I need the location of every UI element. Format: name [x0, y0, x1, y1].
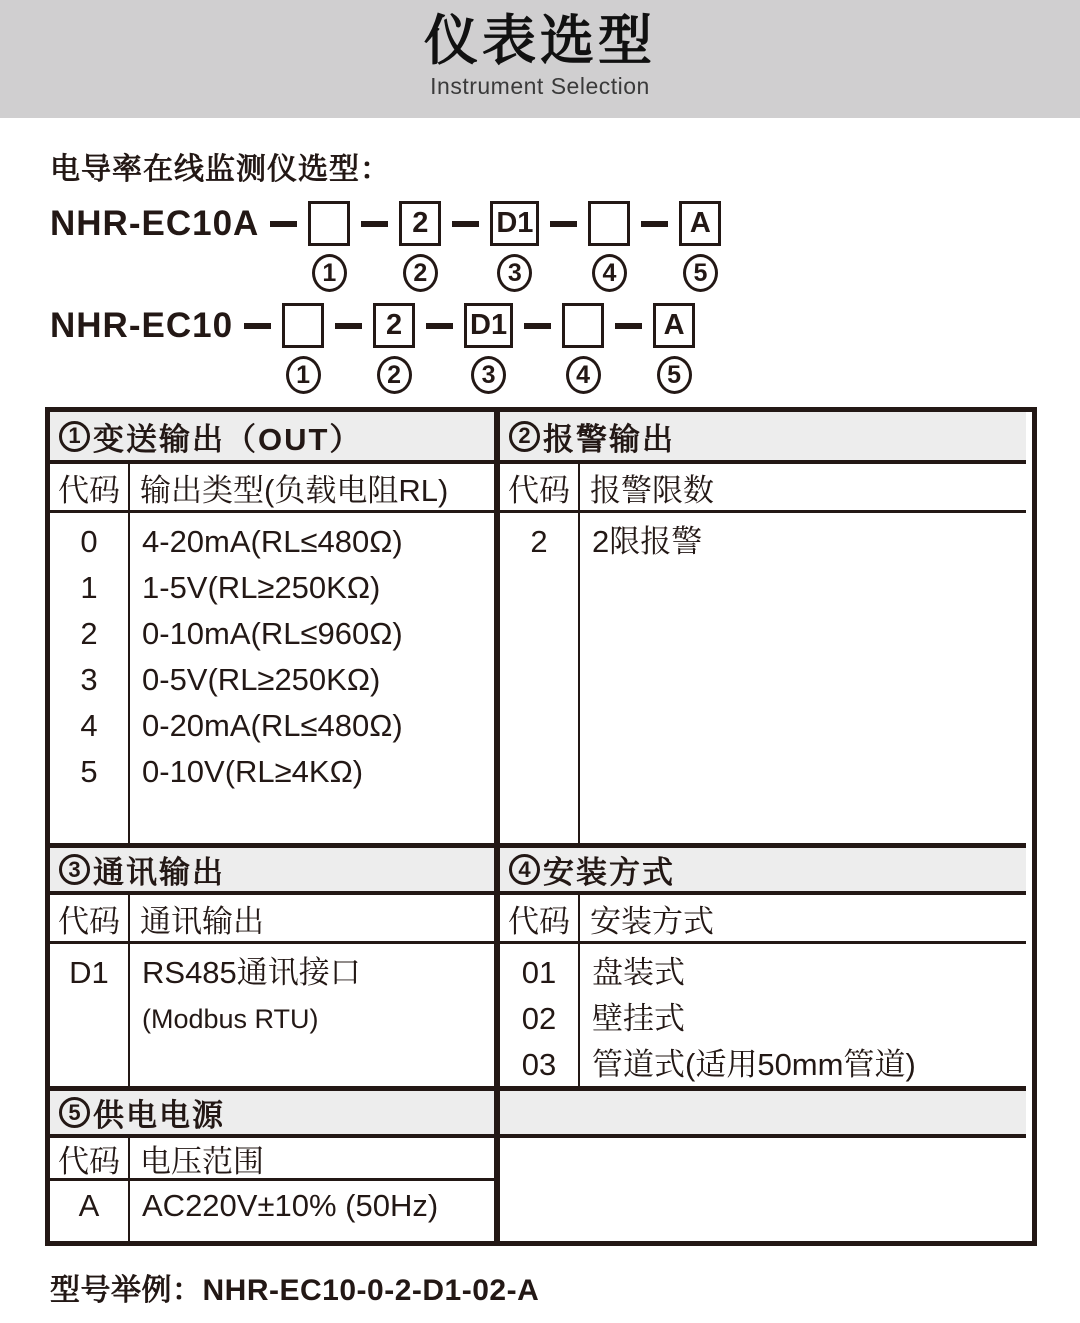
code-cell: 1 — [80, 570, 98, 605]
model-slot-1 — [282, 303, 324, 394]
column-header-desc: 报警限数 — [590, 472, 714, 508]
code-cell: 5 — [80, 754, 98, 789]
section-header-3 — [50, 843, 494, 895]
position-marker-icon: 5 — [657, 356, 692, 394]
table-right-half — [500, 412, 1026, 1241]
desc-cell: 0-10mA(RL≤960Ω) — [142, 616, 403, 651]
code-box — [562, 303, 604, 348]
column-header-desc: 通讯输出 — [140, 903, 264, 939]
model-row-ec10a — [50, 201, 1080, 293]
desc-column — [580, 944, 1026, 1086]
column-header-row — [50, 464, 494, 513]
position-marker-icon: 3 — [471, 356, 506, 394]
dash-separator — [270, 221, 297, 227]
column-header-code: 代码 — [500, 895, 580, 941]
desc-cell: 盘装式 — [592, 955, 685, 990]
model-slot-3 — [464, 303, 513, 394]
desc-cell: 0-5V(RL≥250KΩ) — [142, 662, 381, 697]
desc-column — [130, 944, 494, 1086]
model-slot-2 — [373, 303, 415, 394]
section-1-data — [50, 513, 494, 843]
section-number-icon: 1 — [59, 421, 90, 452]
section-number-icon: 5 — [59, 1097, 90, 1128]
position-marker-icon: 4 — [566, 356, 601, 394]
section-number-icon: 4 — [509, 854, 540, 885]
model-slot-1 — [308, 201, 350, 292]
model-name: NHR-EC10 — [50, 306, 234, 345]
code-cell: 0 — [80, 524, 98, 559]
dash-separator — [524, 323, 551, 329]
selection-table — [45, 407, 1037, 1246]
code-cell: D1 — [69, 955, 109, 990]
code-box — [588, 201, 630, 246]
code-cell: 02 — [521, 1001, 557, 1036]
column-header-desc: 输出类型(负载电阻RL) — [140, 472, 449, 508]
code-box: A — [679, 201, 721, 246]
section-header-1 — [50, 412, 494, 464]
model-diagrams — [50, 201, 1080, 395]
position-marker-icon: 2 — [377, 356, 412, 394]
model-slot-5 — [653, 303, 695, 394]
dash-separator — [452, 221, 479, 227]
column-header-code: 代码 — [50, 1138, 130, 1178]
code-column — [500, 513, 580, 843]
position-marker-icon: 1 — [286, 356, 321, 394]
title-banner — [0, 0, 1080, 118]
code-cell: 4 — [80, 708, 98, 743]
section-title: 通讯输出 — [93, 855, 225, 890]
section-4-data — [500, 944, 1026, 1086]
empty-cell — [500, 1138, 1026, 1241]
section-header-4 — [500, 843, 1026, 895]
code-cell: A — [50, 1181, 130, 1241]
section-title: 报警输出 — [543, 421, 675, 457]
desc-column — [130, 513, 494, 843]
desc-cell: 1-5V(RL≥250KΩ) — [142, 570, 381, 605]
position-marker-icon: 5 — [683, 254, 718, 292]
desc-cell: 壁挂式 — [592, 1001, 685, 1036]
column-header-row — [500, 895, 1026, 944]
column-header-desc: 电压范围 — [140, 1143, 264, 1178]
position-marker-icon: 1 — [312, 254, 347, 292]
model-slot-4 — [562, 303, 604, 394]
column-header-row — [50, 895, 494, 944]
model-name: NHR-EC10A — [50, 204, 260, 243]
position-marker-icon: 3 — [497, 254, 532, 292]
dash-separator — [426, 323, 453, 329]
code-column — [500, 944, 580, 1086]
desc-cell: 4-20mA(RL≤480Ω) — [142, 524, 403, 559]
column-header-code: 代码 — [50, 895, 130, 941]
section-title: 安装方式 — [543, 855, 675, 890]
section-header-empty — [500, 1086, 1026, 1138]
code-box — [308, 201, 350, 246]
section-number-icon: 3 — [59, 854, 90, 885]
code-cell: 03 — [521, 1047, 557, 1082]
column-header-desc: 安装方式 — [590, 903, 714, 939]
column-header-row — [50, 1138, 494, 1181]
dash-separator — [615, 323, 642, 329]
code-cell: 2 — [530, 524, 548, 559]
desc-cell: RS485通讯接口 — [142, 955, 361, 990]
code-box: D1 — [464, 303, 513, 348]
desc-cell: 0-10V(RL≥4KΩ) — [142, 754, 364, 789]
code-box: 2 — [373, 303, 415, 348]
section-5-data — [50, 1181, 494, 1241]
position-marker-icon: 4 — [592, 254, 627, 292]
dash-separator — [244, 323, 271, 329]
model-slot-4 — [588, 201, 630, 292]
column-header-code: 代码 — [500, 464, 580, 510]
code-box: 2 — [399, 201, 441, 246]
code-box: D1 — [490, 201, 539, 246]
desc-cell: 2限报警 — [592, 524, 703, 559]
model-row-ec10 — [50, 303, 1080, 395]
model-slot-3 — [490, 201, 539, 292]
section-header-2 — [500, 412, 1026, 464]
code-cell: 3 — [80, 662, 98, 697]
column-header-code: 代码 — [50, 464, 130, 510]
section-number-icon: 2 — [509, 421, 540, 452]
section-3-data — [50, 944, 494, 1086]
code-box — [282, 303, 324, 348]
table-left-half — [50, 412, 500, 1241]
section-header-5 — [50, 1086, 494, 1138]
model-slot-2 — [399, 201, 441, 292]
section-title: 供电电源 — [93, 1098, 225, 1133]
desc-column — [580, 513, 1026, 843]
dash-separator — [335, 323, 362, 329]
desc-cell: (Modbus RTU) — [142, 1004, 319, 1034]
dash-separator — [641, 221, 668, 227]
desc-cell: 管道式(适用50mm管道) — [592, 1047, 916, 1082]
desc-cell: 0-20mA(RL≤480Ω) — [142, 708, 403, 743]
code-column — [50, 944, 130, 1086]
section-title: 变送输出（OUT） — [93, 421, 363, 457]
code-box: A — [653, 303, 695, 348]
code-cell: 01 — [521, 955, 557, 990]
page-subtitle: Instrument Selection — [430, 73, 650, 99]
page-title: 仪表选型 — [424, 11, 656, 71]
intro-label: 电导率在线监测仪选型： — [50, 153, 391, 186]
dash-separator — [361, 221, 388, 227]
model-example-line: 型号举例：NHR-EC10-0-2-D1-02-A — [50, 1274, 540, 1307]
code-column — [50, 513, 130, 843]
model-slot-5 — [679, 201, 721, 292]
code-cell: 2 — [80, 616, 98, 651]
desc-cell: AC220V±10% (50Hz) — [142, 1188, 439, 1223]
section-2-data — [500, 513, 1026, 843]
position-marker-icon: 2 — [403, 254, 438, 292]
dash-separator — [550, 221, 577, 227]
column-header-row — [500, 464, 1026, 513]
